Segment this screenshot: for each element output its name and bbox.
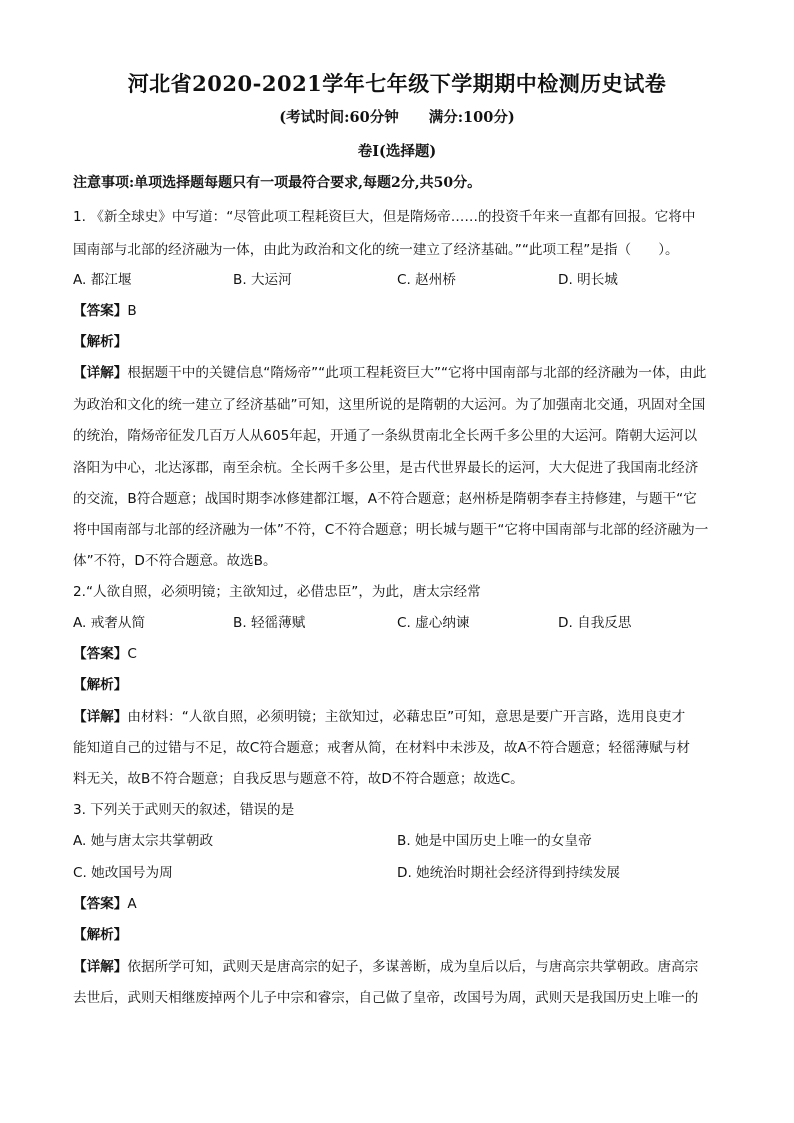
q3-option-b: B. 她是中国历史上唯一的女皇帝 [397, 833, 592, 849]
q1-answer [73, 299, 723, 319]
notice-text: 注意事项:单项选择题每题只有一项最符合要求,每题2分,共50分。 [73, 175, 482, 191]
detail-tag: 【详解】 [73, 365, 128, 381]
q2-analysis-tag [73, 673, 723, 693]
q2-stem: 2.“人欲自照，必须明镜；主欲知过，必借忠臣”，为此，唐太宗经常 [73, 584, 481, 600]
q1-detail-line2: 为政治和文化的统一建立了经济基础”可知，这里所说的是隋朝的大运河。为了加强南北交通，巩固对全国 [73, 397, 706, 413]
q2-detail-line1 [73, 705, 723, 725]
q2-detail-line3: 料无关，故B不符合题意；自我反思与题意不符，故D不符合题意；故选C。 [73, 771, 524, 787]
q1-detail-line1 [73, 361, 723, 381]
answer-tag: 【答案】 [73, 646, 128, 662]
q1-option-b: B. 大运河 [233, 272, 292, 288]
q1-detail-line3: 的统治，隋炀帝征发几百万人从605年起，开通了一条纵贯南北全长两千多公里的大运河。隋朝大运河以 [73, 428, 698, 444]
exam-title: 河北省2020-2021学年七年级下学期期中检测历史试卷 [127, 71, 667, 96]
q3-stem: 3. 下列关于武则天的叙述，错误的是 [73, 802, 295, 818]
analysis-tag: 【解析】 [73, 677, 128, 693]
q1-detail-line4: 洛阳为中心，北达涿郡，南至余杭。全长两千多公里，是古代世界最长的运河，大大促进了我国南北经济 [73, 460, 699, 476]
exam-info [0, 106, 794, 127]
q3-analysis-tag [73, 923, 723, 943]
q1-option-d: D. 明长城 [558, 272, 618, 288]
detail-text: 由材料：“人欲自照，必须明镜；主欲知过，必藉忠臣”可知，意思是要广开言路，选用良吏才 [127, 709, 686, 725]
q1-detail-line7: 体”不符，D不符合题意。故选B。 [73, 553, 277, 569]
q3-answer [73, 892, 723, 912]
q2-detail-line2: 能知道自己的过错与不足，故C符合题意；戒奢从简，在材料中未涉及，故A不符合题意；轻徭薄赋与材 [73, 740, 690, 756]
q2-option-a: A. 戒奢从简 [73, 615, 146, 631]
answer-value: A [127, 896, 137, 912]
exam-time: (考试时间:60分钟 [279, 109, 399, 126]
answer-tag: 【答案】 [73, 896, 128, 912]
q1-detail-line5: 的交流，B符合题意；战国时期李冰修建都江堰，A不符合题意；赵州桥是隋朝李春主持修建，与题干“它 [73, 491, 697, 507]
q1-stem-line1: 1. 《新全球史》中写道：“尽管此项工程耗资巨大，但是隋炀帝……的投资千年来一直都有回报。它将中 [73, 209, 696, 225]
answer-value: B [127, 303, 137, 319]
detail-tag: 【详解】 [73, 959, 128, 975]
q3-option-c: C. 她改国号为周 [73, 865, 173, 881]
q1-stem-line2: 国南部与北部的经济融为一体，由此为政治和文化的统一建立了经济基础。”“此项工程”是指（ ）。 [73, 242, 679, 258]
q1-option-a: A. 都江堰 [73, 272, 132, 288]
q3-option-a: A. 她与唐太宗共掌朝政 [73, 833, 214, 849]
q3-option-d: D. 她统治时期社会经济得到持续发展 [397, 865, 621, 881]
q1-option-c: C. 赵州桥 [397, 272, 456, 288]
q3-detail-line1 [73, 955, 723, 975]
analysis-tag: 【解析】 [73, 927, 128, 943]
q1-detail-line6: 将中国南部与北部的经济融为一体”不符，C不符合题意；明长城与题干“它将中国南部与北部的经济融为一 [73, 522, 709, 538]
q3-detail-line2: 去世后，武则天相继废掉两个儿子中宗和睿宗，自己做了皇帝，改国号为周，武则天是我国历史上唯一的 [73, 990, 699, 1006]
q2-option-b: B. 轻徭薄赋 [233, 615, 306, 631]
answer-value: C [127, 646, 137, 662]
exam-score: 满分:100分) [428, 109, 515, 126]
analysis-tag: 【解析】 [73, 334, 128, 350]
q2-option-d: D. 自我反思 [558, 615, 632, 631]
q2-option-c: C. 虚心纳谏 [397, 615, 470, 631]
answer-tag: 【答案】 [73, 303, 128, 319]
detail-tag: 【详解】 [73, 709, 128, 725]
detail-text: 根据题干中的关键信息“隋炀帝”“此项工程耗资巨大”“它将中国南部与北部的经济融为一体，由此 [127, 365, 707, 381]
detail-text: 依据所学可知，武则天是唐高宗的妃子，多谋善断，成为皇后以后，与唐高宗共掌朝政。唐高宗 [127, 959, 699, 975]
q1-analysis-tag [73, 330, 723, 350]
q2-answer [73, 642, 723, 662]
section-title: 卷I(选择题) [357, 143, 437, 160]
